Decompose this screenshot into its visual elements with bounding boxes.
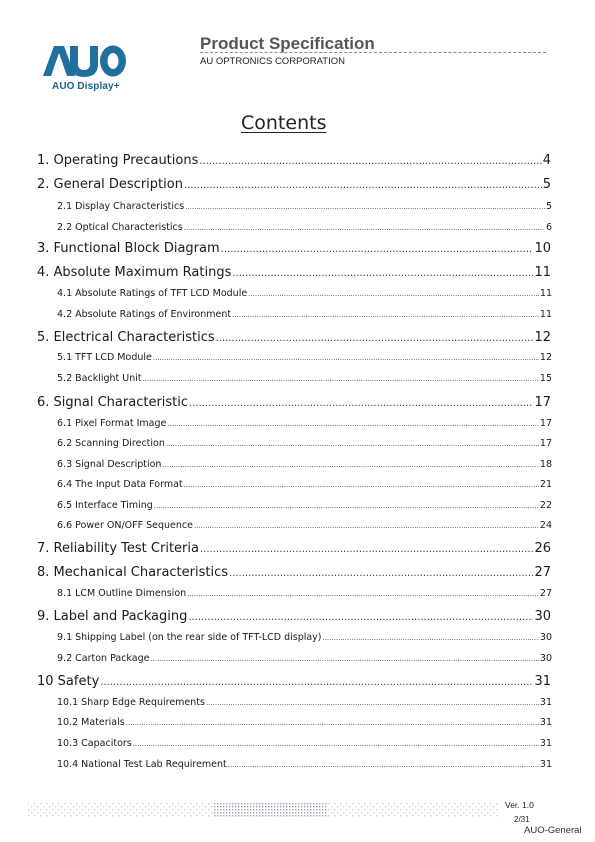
toc-section[interactable]: [37, 241, 551, 259]
toc-page-number: 11: [539, 288, 552, 299]
toc-section[interactable]: [37, 395, 551, 413]
toc-page-number: 31: [539, 717, 552, 728]
toc-page-number: 5: [542, 177, 551, 192]
toc-section[interactable]: [37, 565, 551, 583]
toc-entry-label: 9.2 Carton Package: [57, 653, 150, 664]
brand-tagline: AUO Display+: [52, 81, 120, 92]
toc-dot-leader: [199, 156, 541, 167]
toc-entry-label: 8. Mechanical Characteristics: [37, 565, 229, 580]
page-number: 2/31: [514, 815, 530, 824]
toc-entry-label: 1. Operating Precautions: [37, 153, 199, 168]
toc-subsection[interactable]: [57, 418, 552, 431]
toc-section[interactable]: [37, 330, 551, 348]
toc-dot-leader: [248, 290, 539, 298]
auo-logo-mark: [42, 43, 128, 79]
toc-subsection[interactable]: [57, 759, 552, 772]
toc-page-number: 24: [539, 520, 552, 531]
toc-entry-label: 5.2 Backlight Unit: [57, 373, 142, 384]
toc-entry-label: 2. General Description: [37, 177, 183, 192]
toc-entry-label: 6.5 Interface Timing: [57, 500, 153, 511]
toc-dot-leader: [153, 354, 539, 362]
toc-page-number: 30: [534, 609, 551, 624]
toc-dot-leader: [216, 333, 534, 344]
toc-dot-leader: [228, 761, 539, 769]
toc-entry-label: 10.3 Capacitors: [57, 738, 132, 749]
toc-page-number: 11: [539, 309, 552, 320]
toc-page-number: 15: [539, 373, 552, 384]
toc-dot-leader: [232, 268, 533, 279]
toc-entry-label: 9. Label and Packaging: [37, 609, 188, 624]
toc-page-number: 18: [539, 459, 552, 470]
toc-dot-leader: [133, 740, 539, 748]
toc-dot-leader: [185, 203, 545, 211]
toc-entry-label: 7. Reliability Test Criteria: [37, 541, 199, 556]
toc-page-number: 12: [539, 352, 552, 363]
toc-entry-label: 8.1 LCM Outline Dimension: [57, 588, 187, 599]
toc-dot-leader: [184, 224, 545, 232]
toc-entry-label: 5.1 TFT LCD Module: [57, 352, 152, 363]
toc-entry-label: 10.1 Sharp Edge Requirements: [57, 697, 205, 708]
toc-subsection[interactable]: [57, 373, 552, 386]
toc-dot-leader: [200, 544, 533, 555]
toc-page-number: 12: [534, 330, 551, 345]
toc-subsection[interactable]: [57, 500, 552, 513]
toc-dot-leader: [232, 311, 539, 319]
toc-page-number: 31: [539, 697, 552, 708]
toc-subsection[interactable]: [57, 222, 552, 235]
footer-pattern: [28, 801, 533, 819]
toc-page-number: 31: [534, 674, 551, 689]
toc-entry-label: 4. Absolute Maximum Ratings: [37, 265, 232, 280]
toc-page-number: 27: [539, 588, 552, 599]
toc-entry-label: 10.2 Materials: [57, 717, 125, 728]
toc-dot-leader: [126, 719, 539, 727]
toc-subsection[interactable]: [57, 288, 552, 301]
toc-entry-label: 6.6 Power ON/OFF Sequence: [57, 520, 193, 531]
toc-page-number: 4: [542, 153, 551, 168]
toc-subsection[interactable]: [57, 738, 552, 751]
toc-dot-leader: [100, 677, 533, 688]
toc-subsection[interactable]: [57, 438, 552, 451]
toc-entry-label: 2.2 Optical Characteristics: [57, 222, 183, 233]
toc-page-number: 17: [539, 418, 552, 429]
toc-dot-leader: [162, 461, 538, 469]
toc-subsection[interactable]: [57, 632, 552, 645]
toc-dot-leader: [189, 398, 533, 409]
toc-subsection[interactable]: [57, 588, 552, 601]
toc-entry-label: 2.1 Display Characteristics: [57, 201, 185, 212]
toc-section[interactable]: [37, 177, 551, 195]
toc-subsection[interactable]: [57, 479, 552, 492]
toc-subsection[interactable]: [57, 697, 552, 710]
toc-dot-leader: [166, 440, 539, 448]
toc-dot-leader: [187, 590, 539, 598]
toc-page-number: 31: [539, 738, 552, 749]
toc-entry-label: 6.1 Pixel Format Image: [57, 418, 167, 429]
toc-page-number: 21: [539, 479, 552, 490]
header-divider: [200, 52, 546, 53]
toc-section[interactable]: [37, 265, 551, 283]
toc-dot-leader: [194, 522, 539, 530]
toc-subsection[interactable]: [57, 352, 552, 365]
toc-page-number: 30: [539, 653, 552, 664]
toc-dot-leader: [184, 180, 542, 191]
toc-entry-label: 6. Signal Characteristic: [37, 395, 189, 410]
toc-section[interactable]: [37, 153, 551, 171]
toc-page-number: 30: [539, 632, 552, 643]
toc-page-number: 27: [534, 565, 551, 580]
toc-page-number: 31: [539, 759, 552, 770]
toc-entry-label: 6.3 Signal Description: [57, 459, 162, 470]
toc-subsection[interactable]: [57, 201, 552, 214]
toc-entry-label: 6.4 The Input Data Format: [57, 479, 183, 490]
toc-subsection[interactable]: [57, 717, 552, 730]
toc-dot-leader: [143, 375, 539, 383]
classification-label: AUO-General: [524, 825, 582, 836]
toc-entry-label: 9.1 Shipping Label (on the rear side of TFT-LCD display): [57, 632, 322, 643]
toc-dot-leader: [188, 612, 533, 623]
toc-subsection[interactable]: [57, 459, 552, 472]
contents-heading: Contents: [241, 112, 327, 134]
toc-entry-label: 10.4 National Test Lab Requirement: [57, 759, 227, 770]
toc-page-number: 17: [539, 438, 552, 449]
toc-entry-label: 6.2 Scanning Direction: [57, 438, 165, 449]
document-title: Product Specification: [200, 34, 375, 53]
toc-page-number: 26: [534, 541, 551, 556]
toc-dot-leader: [229, 568, 533, 579]
toc-page-number: 5: [545, 201, 552, 212]
version-label: Ver. 1.0: [505, 800, 534, 810]
toc-dot-leader: [221, 244, 534, 255]
toc-page-number: 11: [534, 265, 551, 280]
toc-subsection[interactable]: [57, 520, 552, 533]
toc-entry-label: 3. Functional Block Diagram: [37, 241, 220, 256]
toc-section[interactable]: [37, 609, 551, 627]
toc-dot-leader: [184, 481, 539, 489]
toc-entry-label: 4.2 Absolute Ratings of Environment: [57, 309, 232, 320]
toc-dot-leader: [206, 699, 539, 707]
toc-section[interactable]: [37, 541, 551, 559]
toc-subsection[interactable]: [57, 653, 552, 666]
toc-dot-leader: [150, 655, 538, 663]
toc-page-number: 17: [534, 395, 551, 410]
toc-dot-leader: [167, 420, 539, 428]
toc-page-number: 10: [534, 241, 551, 256]
toc-subsection[interactable]: [57, 309, 552, 322]
toc-page-number: 6: [545, 222, 552, 233]
toc-entry-label: 5. Electrical Characteristics: [37, 330, 215, 345]
toc-entry-label: 4.1 Absolute Ratings of TFT LCD Module: [57, 288, 248, 299]
toc-section[interactable]: [37, 674, 551, 692]
toc-dot-leader: [154, 502, 539, 510]
toc-dot-leader: [323, 634, 539, 642]
company-name: AU OPTRONICS CORPORATION: [200, 56, 345, 67]
toc-page-number: 22: [539, 500, 552, 511]
toc-entry-label: 10 Safety: [37, 674, 100, 689]
